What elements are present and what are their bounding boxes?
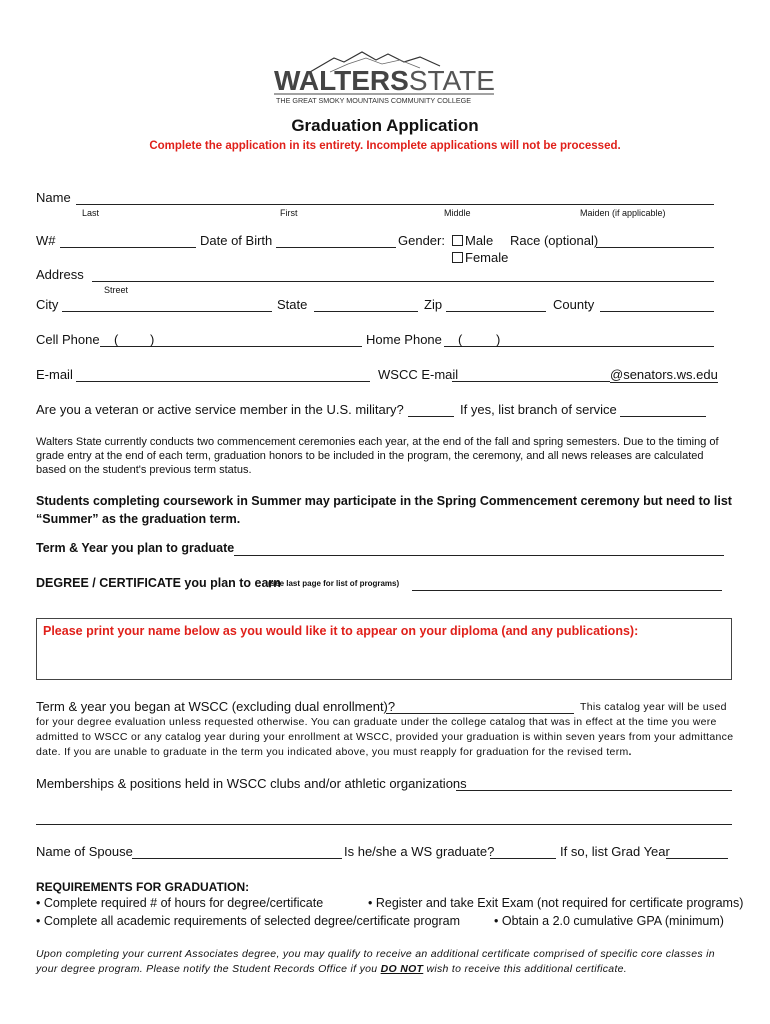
requirements-heading: REQUIREMENTS FOR GRADUATION: [36,880,250,894]
male-checkbox[interactable] [452,235,463,246]
requirement-hours: • Complete required # of hours for degree/certificate [36,896,324,910]
branch-field[interactable] [620,402,706,417]
name-last-caption: Last [82,208,100,218]
grad-year-field[interactable] [666,844,728,859]
city-label: City [36,297,59,312]
cell-phone-field[interactable] [100,332,362,347]
ws-graduate-field[interactable] [490,844,556,859]
page-title: Graduation Application [291,116,479,135]
state-field[interactable] [314,297,418,312]
female-label: Female [465,250,509,265]
spouse-label: Name of Spouse [36,844,133,859]
memberships-field[interactable] [456,776,732,791]
began-term-label: Term & year you began at WSCC (excluding dual enrollment)? [36,699,396,714]
address-field[interactable] [92,267,714,282]
address-label: Address [36,267,84,282]
cell-area-close: ) [150,332,155,347]
ws-graduate-label: Is he/she a WS graduate? [344,844,495,859]
commencement-paragraph: Walters State currently conducts two commencement ceremonies each year, at the end of the fall and spring semesters. Due to the timing of grade entry at the end of each term, graduation honors to be included in the program, the ceremony, and all news releases are calculated based on the student's previous term status. [36,436,719,476]
degree-label: DEGREE / CERTIFICATE you plan to earn [36,576,281,590]
additional-certificate-note [36,947,736,977]
graduation-term-field[interactable] [234,541,724,556]
catalog-note-start: This catalog year will be used [580,701,727,713]
began-term-field[interactable] [386,699,574,714]
summer-note-line1: Students completing coursework in Summer may participate in the Spring Commencement ceremony but need to list [36,494,732,508]
diploma-name-box[interactable] [36,618,732,680]
graduation-term-label: Term & Year you plan to graduate [36,541,235,555]
wscc-email-field[interactable] [452,367,610,382]
city-field[interactable] [62,297,272,312]
wscc-email-label: WSCC E-mail [378,367,459,382]
name-maiden-caption: Maiden (if applicable) [580,208,666,218]
home-phone-label: Home Phone [366,332,442,347]
footer-text-after: wish to receive this additional certificate. [423,963,628,975]
veteran-question: Are you a veteran or active service member in the U.S. military? [36,402,404,417]
home-area-open: ( [458,332,463,347]
gender-male-option[interactable] [452,233,493,248]
home-area-close: ) [496,332,501,347]
page-subtitle: Complete the application in its entirety. Incomplete applications will not be processed. [149,140,621,152]
w-number-field[interactable] [60,233,196,248]
cell-area-open: ( [114,332,119,347]
gender-female-option[interactable] [452,250,508,265]
female-checkbox[interactable] [452,252,463,263]
summer-note-line2: “Summer” as the graduation term. [36,512,241,526]
catalog-note-text: for your degree evaluation unless requested otherwise. You can graduate under the college catalog that was in effect at the time you were admitted to WSCC or any catalog year during your enrollment at WSCC, provided your graduation is within seven years from your admittance date. If you are unable to graduate in the term you indicated above, you must reapply for graduation for the revised term [36,716,734,758]
race-field[interactable] [596,233,714,248]
walters-state-logo [270,48,498,108]
gender-label: Gender: [398,233,445,248]
home-phone-field[interactable] [444,332,714,347]
logo-wordmark: WALTERSSTATE [274,65,495,96]
male-label: Male [465,233,494,248]
county-label: County [553,297,595,312]
dob-label: Date of Birth [200,233,273,248]
footer-text-before: Upon completing your current Associates degree, you may qualify to receive an additional certificate comprised of specific core classes in your degree program. Please notify the Student Records Office if you [36,948,715,975]
memberships-field-continued[interactable] [36,810,732,825]
degree-field[interactable] [412,576,722,591]
requirement-gpa: • Obtain a 2.0 cumulative GPA (minimum) [494,914,724,928]
degree-hint: (see last page for list of programs) [268,579,400,588]
county-field[interactable] [600,297,714,312]
name-label: Name [36,190,71,205]
requirement-academic: • Complete all academic requirements of selected degree/certificate program [36,914,461,928]
branch-label: If yes, list branch of service [460,402,617,417]
wscc-email-domain: @senators.ws.edu [610,367,718,382]
footer-do-not: DO NOT [380,963,424,975]
zip-label: Zip [424,297,443,312]
w-number-label: W# [36,233,56,248]
catalog-note [36,715,736,760]
race-label: Race (optional) [510,233,599,248]
email-label: E-mail [36,367,73,382]
state-label: State [277,297,308,312]
requirement-exit-exam: • Register and take Exit Exam (not required for certificate programs) [368,896,744,910]
name-field[interactable] [76,190,714,205]
memberships-label: Memberships & positions held in WSCC clubs and/or athletic organizations [36,776,467,791]
diploma-name-label: Please print your name below as you would like it to appear on your diploma (and any publications): [43,624,639,638]
grad-year-label: If so, list Grad Year [560,844,670,859]
email-field[interactable] [76,367,370,382]
address-street-caption: Street [104,285,129,295]
veteran-field[interactable] [408,402,454,417]
name-middle-caption: Middle [444,208,471,218]
logo-tagline: THE GREAT SMOKY MOUNTAINS COMMUNITY COLLEGE [276,96,472,105]
catalog-note-period: . [628,746,632,758]
name-first-caption: First [280,208,298,218]
spouse-field[interactable] [132,844,342,859]
cell-phone-label: Cell Phone [36,332,100,347]
dob-field[interactable] [276,233,396,248]
logo-mountains-icon [270,48,498,108]
zip-field[interactable] [446,297,546,312]
